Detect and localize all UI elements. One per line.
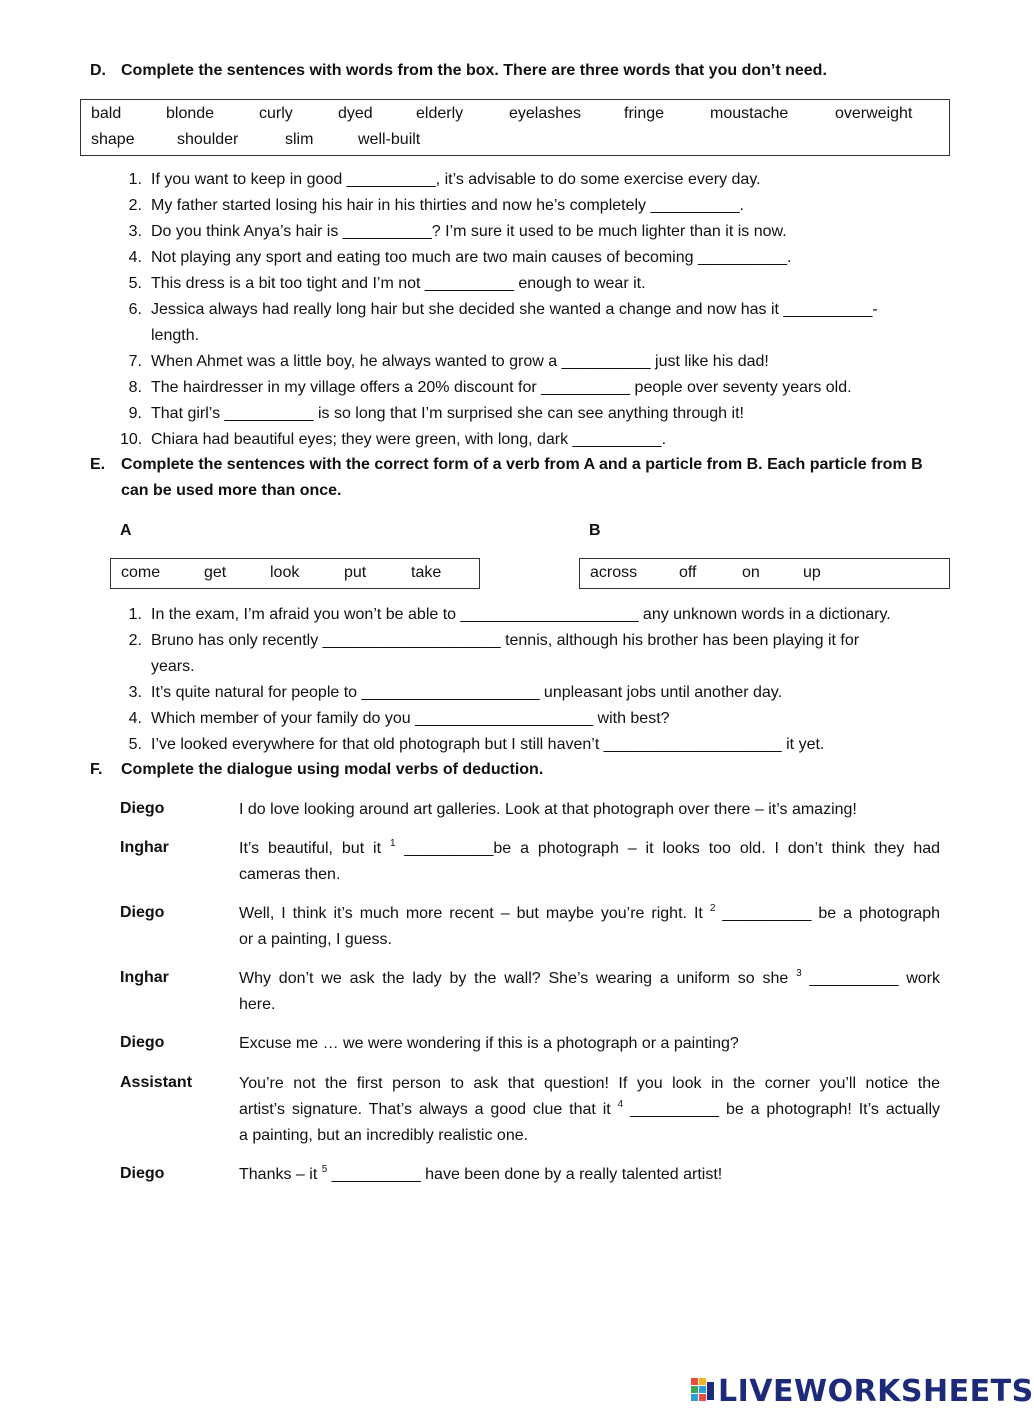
box-word: well-built (358, 131, 421, 148)
dialogue-speaker: Diego (120, 904, 165, 921)
dialogue-text: Excuse me … we were wondering if this is a photograph or a painting? (239, 1035, 739, 1052)
dialogue-line (239, 1071, 940, 1097)
dialogue-text: artist’s signature. That’s always a good clue that it (239, 1101, 611, 1118)
item-number: 5. (128, 275, 142, 292)
section-e-instruction-continued: can be used more than once. (121, 482, 342, 499)
dialogue-line (239, 927, 940, 953)
item-text[interactable]: It’s quite natural for people to ____________________ unpleasant jobs until another day. (151, 684, 783, 701)
section-f-letter: F. (90, 761, 103, 778)
dialogue-text: __________ have been done by a really talented artist! (327, 1166, 723, 1183)
dialogue-line (239, 862, 940, 888)
dialogue-line (239, 1031, 940, 1057)
box-word: get (204, 564, 227, 581)
section-d-instruction: Complete the sentences with words from the box. There are three words that you don’t need. (121, 62, 827, 79)
box-word: off (679, 564, 697, 581)
box-word: dyed (338, 105, 373, 122)
item-text[interactable]: I’ve looked everywhere for that old photograph but I still haven’t ____________________ it yet. (151, 736, 825, 753)
box-word: shoulder (177, 131, 239, 148)
dialogue-text: Why don’t we ask the lady by the wall? She’s wearing a uniform so she (239, 970, 789, 987)
dialogue-text: __________be a photograph – it looks too old. I don’t think they had (395, 840, 941, 857)
logo-text: LIVEWORKSHEETS (718, 1374, 1034, 1409)
item-number: 3. (128, 223, 142, 240)
box-b-label: B (589, 522, 601, 539)
dialogue-text: here. (239, 996, 276, 1013)
dialogue-speaker: Inghar (120, 839, 169, 856)
item-text[interactable]: In the exam, I’m afraid you won’t be able to ____________________ any unknown words in a dictionary. (151, 606, 891, 623)
item-number: 1. (128, 171, 142, 188)
box-word: slim (285, 131, 314, 148)
box-a-label: A (120, 522, 132, 539)
dialogue-line[interactable] (239, 966, 940, 992)
item-number: 4. (128, 249, 142, 266)
gap-number: 1 (389, 838, 396, 849)
dialogue-text: You’re not the first person to ask that question! If you look in the corner you’ll notice the (239, 1075, 940, 1092)
dialogue-line[interactable] (239, 836, 940, 862)
dialogue-text: or a painting, I guess. (239, 931, 392, 948)
item-text[interactable]: Not playing any sport and eating too much are two main causes of becoming __________. (151, 249, 792, 266)
box-word: fringe (624, 105, 665, 122)
gap-number: 5 (321, 1164, 328, 1175)
item-number: 9. (128, 405, 142, 422)
item-number: 7. (128, 353, 142, 370)
dialogue-line (239, 797, 940, 823)
word-box-d (80, 99, 950, 156)
item-number: 3. (128, 684, 142, 701)
dialogue-text: Thanks – it (239, 1166, 318, 1183)
box-word: eyelashes (509, 105, 582, 122)
word-box-a (110, 558, 480, 589)
dialogue-line[interactable] (239, 901, 940, 927)
box-word: on (742, 564, 760, 581)
item-text-continued: years. (151, 658, 195, 675)
gap-number: 4 (617, 1099, 624, 1110)
word-box-b (579, 558, 950, 589)
dialogue-text: __________ be a photograph (715, 905, 941, 922)
item-text[interactable]: Which member of your family do you ____________________ with best? (151, 710, 670, 727)
item-number: 2. (128, 632, 142, 649)
box-word: across (590, 564, 638, 581)
item-number: 6. (128, 301, 142, 318)
dialogue-line[interactable] (239, 1162, 940, 1188)
item-text-continued: length. (151, 327, 200, 344)
box-word: moustache (710, 105, 789, 122)
dialogue-speaker: Diego (120, 800, 165, 817)
dialogue-text: __________ be a photograph! It’s actually (623, 1101, 940, 1118)
gap-number: 3 (796, 968, 802, 979)
liveworksheets-logo-icon (691, 1378, 715, 1404)
dialogue-text: Well, I think it’s much more recent – but maybe you’re right. It (239, 905, 703, 922)
item-number: 5. (128, 736, 142, 753)
dialogue-text: It’s beautiful, but it (239, 840, 382, 857)
dialogue-text: __________ work (801, 970, 941, 987)
section-d-letter: D. (90, 62, 106, 79)
section-e-letter: E. (90, 456, 106, 473)
box-word: elderly (416, 105, 464, 122)
item-number: 1. (128, 606, 142, 623)
item-number: 10. (120, 431, 143, 448)
dialogue-text: a painting, but an incredibly realistic one. (239, 1127, 529, 1144)
item-text[interactable]: This dress is a bit too tight and I’m not __________ enough to wear it. (151, 275, 646, 292)
item-number: 8. (128, 379, 142, 396)
dialogue-speaker: Assistant (120, 1074, 193, 1091)
box-word: overweight (835, 105, 913, 122)
item-text[interactable]: The hairdresser in my village offers a 20% discount for __________ people over seventy years old. (151, 379, 852, 396)
box-word: blonde (166, 105, 215, 122)
section-e-instruction: Complete the sentences with the correct form of a verb from A and a particle from B. Each particle from B (121, 456, 923, 473)
dialogue-speaker: Diego (120, 1165, 165, 1182)
dialogue-speaker: Inghar (120, 969, 169, 986)
item-text[interactable]: Chiara had beautiful eyes; they were green, with long, dark __________. (151, 431, 667, 448)
section-f-instruction: Complete the dialogue using modal verbs of deduction. (121, 761, 544, 778)
item-number: 2. (128, 197, 142, 214)
dialogue-line (239, 1123, 940, 1149)
dialogue-speaker: Diego (120, 1034, 165, 1051)
dialogue-line (239, 992, 940, 1018)
box-word: shape (91, 131, 135, 148)
box-word: look (270, 564, 300, 581)
box-word: take (411, 564, 442, 581)
item-text[interactable]: Bruno has only recently ____________________ tennis, although his brother has been playing it for (151, 632, 860, 649)
box-word: put (344, 564, 367, 581)
gap-number: 2 (709, 903, 716, 914)
dialogue-text: I do love looking around art galleries. Look at that photograph over there – it’s amazing! (239, 801, 857, 818)
box-word: curly (259, 105, 293, 122)
item-text[interactable]: Jessica always had really long hair but she decided she wanted a change and now has it __________- (151, 301, 878, 318)
item-text[interactable]: If you want to keep in good __________, it’s advisable to do some exercise every day. (151, 171, 761, 188)
item-text[interactable]: When Ahmet was a little boy, he always wanted to grow a __________ just like his dad! (151, 353, 769, 370)
box-word: bald (91, 105, 122, 122)
dialogue-text: cameras then. (239, 866, 341, 883)
item-text[interactable]: My father started losing his hair in his thirties and now he’s completely __________. (151, 197, 744, 214)
box-word: come (121, 564, 161, 581)
dialogue-line[interactable] (239, 1097, 940, 1123)
item-text[interactable]: That girl’s __________ is so long that I’m surprised she can see anything through it! (151, 405, 744, 422)
box-word: up (803, 564, 821, 581)
item-text[interactable]: Do you think Anya’s hair is __________? I’m sure it used to be much lighter than it is now. (151, 223, 787, 240)
item-number: 4. (128, 710, 142, 727)
